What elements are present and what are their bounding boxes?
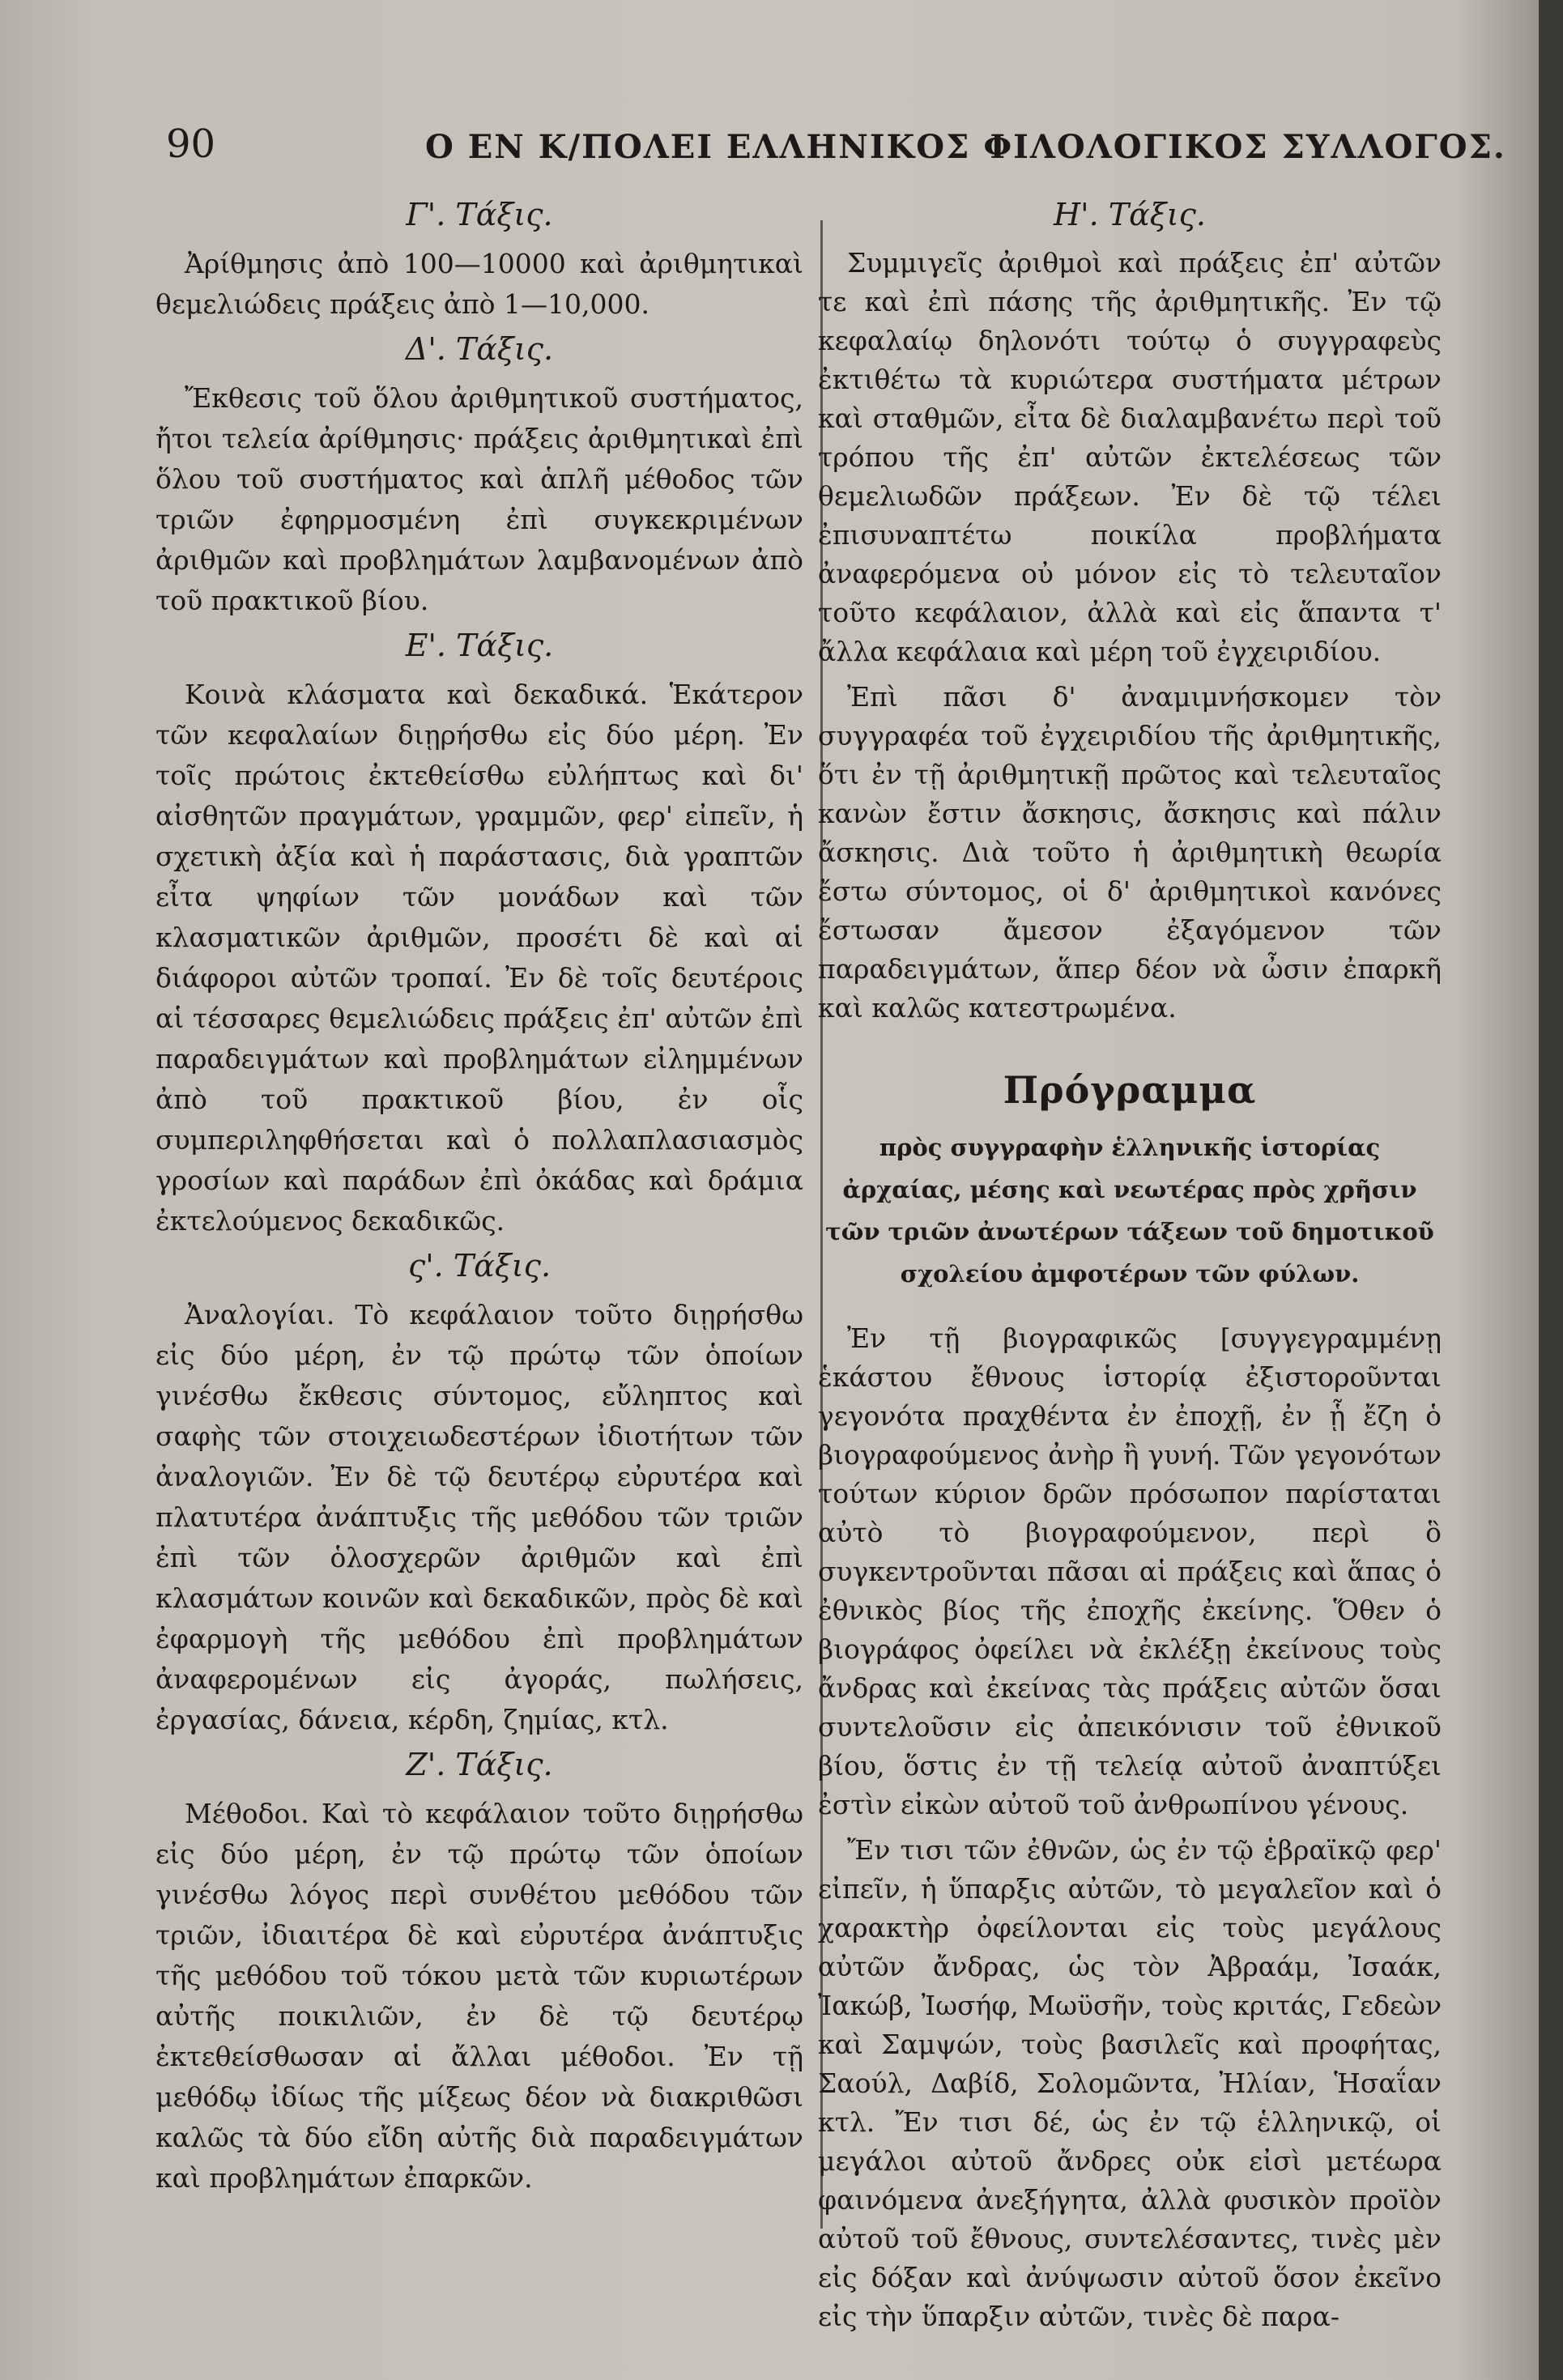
page-edge-shadow — [1539, 0, 1563, 2380]
section-text-z: Μέθοδοι. Καὶ τὸ κεφάλαιον τοῦτο διῃρήσθω εἰς δύο μέρη, ἐν τῷ πρώτῳ τῶν ὁποίων γινέσθω λόγος περὶ συνθέτου μεθόδου τῶν τριῶν, ἰδιαιτέρα δὲ καὶ εὐρυτέρα ἀνάπτυξις τῆς μεθόδου τοῦ τόκου μετὰ τῶν κυριωτέρων αὐτῆς ποικιλιῶν, ἐν δὲ τῷ δευτέρῳ ἐκτεθείσθωσαν αἱ ἄλλαι μέθοδοι. Ἐν τῇ μεθόδῳ ἰδίως τῆς μίξεως δέον νὰ διακριθῶσι καλῶς τὰ δύο εἴδη αὐτῆς διὰ παραδειγμάτων καὶ προβλημάτων ἐπαρκῶν. — [155, 1798, 803, 2194]
section-text-e: Κοινὰ κλάσματα καὶ δεκαδικά. Ἑκάτερον τῶν κεφαλαίων διῃρήσθω εἰς δύο μέρη. Ἐν τοῖς πρώτοις ἐκτεθείσθω εὐλήπτως καὶ δι' αἰσθητῶν πραγμάτων, γραμμῶν, φερ' εἰπεῖν, ἡ σχετικὴ ἀξία καὶ ἡ παράστασις, διὰ γραπτῶν εἶτα ψηφίων τῶν μονάδων καὶ τῶν κλασματικῶν ἀριθμῶν, προσέτι δὲ καὶ αἱ διάφοροι αὐτῶν τροπαί. Ἐν δὲ τοῖς δευτέροις αἱ τέσσαρες θεμελιώδεις πράξεις ἐπ' αὐτῶν ἐπὶ παραδειγμάτων καὶ προβλημάτων εἰλημμένων ἀπὸ τοῦ πρακτικοῦ βίου, ἐν οἷς συμπεριληφθήσεται καὶ ὁ πολλαπλασιασμὸς γροσίων καὶ παράδων ἐπὶ ὀκάδας καὶ δράμια ἐκτελούμενος δεκαδικῶς. — [155, 679, 803, 1237]
section-text-d: Ἔκθεσις τοῦ ὅλου ἀριθμητικοῦ συστήματος, ἤτοι τελεία ἀρίθμησις· πράξεις ἀριθμητικαὶ ἐπὶ ὅλου τοῦ συστήματος καὶ ἁπλῆ μέθοδος τῶν τριῶν ἐφηρμοσμένη ἐπὶ συγκεκριμένων ἀριθμῶν καὶ προβλημάτων λαμβανομένων ἀπὸ τοῦ πρακτικοῦ βίου. — [155, 382, 803, 616]
section-heading-z: Ζ'. Τάξις. — [406, 1747, 553, 1782]
section-text-h-2: Ἐπὶ πᾶσι δ' ἀναμιμνήσκομεν τὸν συγγραφέα τοῦ ἐγχειριδίου τῆς ἀριθμητικῆς, ὅτι ἐν τῇ ἀριθμητικῇ πρῶτος καὶ τελευταῖος κανὼν ἔστιν ἄσκησις, ἄσκησις καὶ πάλιν ἄσκησις. Διὰ τοῦτο ἡ ἀριθμητικὴ θεωρία ἔστω σύντομος, οἱ δ' ἀριθμητικοὶ κανόνες ἔστωσαν ἄμεσον ἐξαγόμενον τῶν παραδειγμάτων, ἅπερ δέον νὰ ὦσιν ἐπαρκῆ καὶ καλῶς κατεστρωμένα. — [818, 681, 1442, 1024]
running-head: Ο ΕΝ Κ/ΠΟΛΕΙ ΕΛΛΗΝΙΚΟΣ ΦΙΛΟΛΟΓΙΚΟΣ ΣΥΛΛΟΓΟΣ. — [425, 128, 1506, 166]
section-text-s: Ἀναλογίαι. Τὸ κεφάλαιον τοῦτο διῃρήσθω εἰς δύο μέρη, ἐν τῷ πρώτῳ τῶν ὁποίων γινέσθω ἔκθεσις σύντομος, εὔληπτος καὶ σαφὴς τῶν στοιχειωδεστέρων ἰδιοτήτων τῶν ἀναλογιῶν. Ἐν δὲ τῷ δευτέρῳ εὐρυτέρα καὶ πλατυτέρα ἀνάπτυξις τῆς μεθόδου τῶν τριῶν ἐπὶ τῶν ὁλοσχερῶν ἀριθμῶν καὶ ἐπὶ κλασμάτων κοινῶν καὶ δεκαδικῶν, πρὸς δὲ καὶ ἐφαρμογὴ τῆς μεθόδου ἐπὶ προβλημάτων ἀναφερομένων εἰς ἀγοράς, πωλήσεις, ἐργασίας, δάνεια, κέρδη, ζημίας, κτλ. — [155, 1299, 803, 1735]
program-subtitle: πρὸς συγγραφὴν ἑλληνικῆς ἱστορίας ἀρχαίας, μέσης καὶ νεωτέρας πρὸς χρῆσιν τῶν τριῶν ἀνωτέρων τάξεων τοῦ δημοτικοῦ σχολείου ἀμφοτέρων τῶν φύλων. — [825, 1134, 1434, 1288]
program-text-1: Ἐν τῇ βιογραφικῶς [συγγεγραμμένῃ ἑκάστου ἔθνους ἱστορίᾳ ἐξιστοροῦνται γεγονότα πραχθέντα ἐν ἐποχῇ, ἐν ᾗ ἔζη ὁ βιογραφούμενος ἀνὴρ ἢ γυνή. Τῶν γεγονότων τούτων κύριον δρῶν πρόσωπον παρίσταται αὐτὸ τὸ βιογραφούμενον, περὶ ὃ συγκεντροῦνται πᾶσαι αἱ πράξεις καὶ ἅπας ὁ ἐθνικὸς βίος τῆς ἐποχῆς ἐκείνης. Ὅθεν ὁ βιογράφος ὀφείλει νὰ ἐκλέξῃ ἐκείνους τοὺς ἄνδρας καὶ ἐκείνας τὰς πράξεις αὐτῶν ὅσαι συντελοῦσιν εἰς ἀπεικόνισιν τοῦ ἐθνικοῦ βίου, ὅστις ἐν τῇ τελείᾳ αὐτοῦ ἀναπτύξει ἐστὶν εἰκὼν αὐτοῦ τοῦ ἀνθρωπίνου γένους. — [818, 1322, 1442, 1820]
right-column — [818, 190, 1442, 2343]
section-heading-s: ς'. Τάξις. — [407, 1248, 552, 1284]
program-text-2: Ἔν τισι τῶν ἐθνῶν, ὡς ἐν τῷ ἑβραϊκῷ φερ' εἰπεῖν, ἡ ὕπαρξις αὐτῶν, τὸ μεγαλεῖον καὶ ὁ χαρακτὴρ ὀφείλονται εἰς τοὺς μεγάλους αὐτῶν ἄνδρας, ὡς τὸν Ἀβραάμ, Ἰσαάκ, Ἰακώβ, Ἰωσήφ, Μωϋσῆν, τοὺς κριτάς, Γεδεὼν καὶ Σαμψών, τοὺς βασιλεῖς καὶ προφήτας, Σαούλ, Δαβίδ, Σολομῶντα, Ἠλίαν, Ἡσαΐαν κτλ. Ἔν τισι δέ, ὡς ἐν τῷ ἑλληνικῷ, οἱ μεγάλοι αὐτοῦ ἄνδρες οὐκ εἰσὶ μετέωρα φαινόμενα ἀνεξήγητα, ἀλλὰ φυσικὸν προϊὸν αὐτοῦ τοῦ ἔθνους, συντελέσαντες, τινὲς μὲν εἰς δόξαν καὶ ἀνύψωσιν αὐτοῦ ὅσον ἐκεῖνο εἰς τὴν ὕπαρξιν αὐτῶν, τινὲς δὲ παρα- — [818, 1834, 1442, 2332]
section-heading-h: Η'. Τάξις. — [1054, 197, 1206, 232]
section-heading-d: Δ'. Τάξις. — [405, 331, 554, 367]
section-heading-g: Γ'. Τάξις. — [406, 197, 553, 232]
section-text-h-1: Συμμιγεῖς ἀριθμοὶ καὶ πράξεις ἐπ' αὐτῶν τε καὶ ἐπὶ πάσης τῆς ἀριθμητικῆς. Ἐν τῷ κεφαλαίῳ δηλονότι τούτῳ ὁ συγγραφεὺς ἐκτιθέτω τὰ κυριώτερα συστήματα μέτρων καὶ σταθμῶν, εἶτα δὲ διαλαμβανέτω περὶ τοῦ τρόπου τῆς ἐπ' αὐτῶν ἐκτελέσεως τῶν θεμελιωδῶν πράξεων. Ἐν δὲ τῷ τέλει ἐπισυναπτέτω ποικίλα προβλήματα ἀναφερόμενα οὐ μόνον εἰς τὸ τελευταῖον τοῦτο κεφάλαιον, ἀλλὰ καὶ εἰς ἅπαντα τ' ἄλλα κεφάλαια καὶ μέρη τοῦ ἐγχειριδίου. — [818, 247, 1442, 667]
left-column — [155, 190, 803, 2205]
page-header — [166, 121, 1506, 186]
page-number: 90 — [166, 121, 216, 167]
program-title: Πρόγραμμα — [1003, 1068, 1257, 1112]
section-heading-e: Ε'. Τάξις. — [405, 628, 554, 663]
section-text-g: Ἀρίθμησις ἀπὸ 100—10000 καὶ ἀριθμητικαὶ θεμελιώδεις πράξεις ἀπὸ 1—10,000. — [155, 248, 803, 320]
